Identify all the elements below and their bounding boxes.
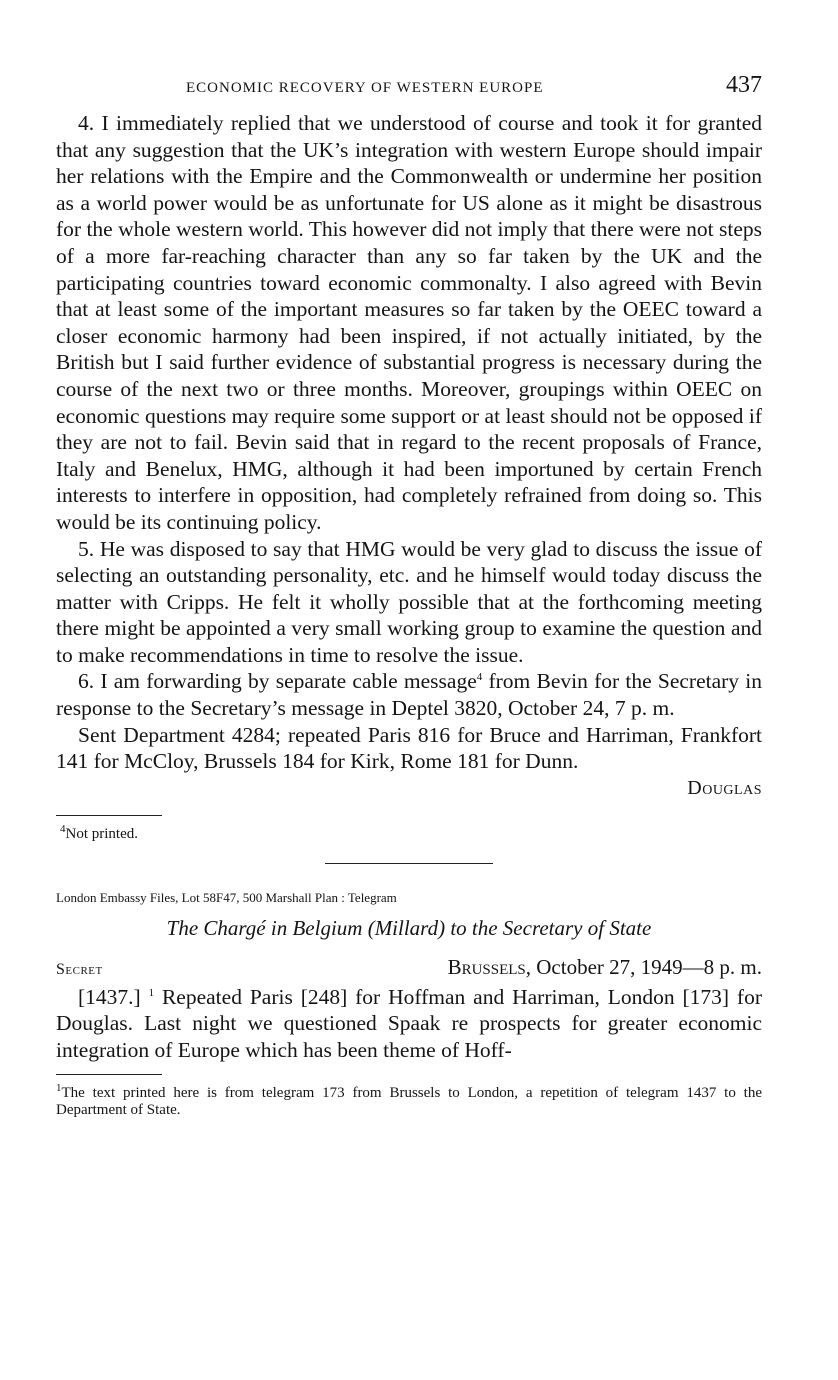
paragraph-4: 4. I immediately replied that we understood of course and took it for granted that any suggestion that the UK’s integration with western Europe should impair her relations with the Empire and the Commonwealth or undermine her position as a world power would be as unfortunate for US alone as it might be disastrous for the whole western world. This however did not imply that there were not steps of a more far-reaching character than any so far taken by the UK and the participating countries toward economic commonalty. I also agreed with Bevin that at least some of the important measures so far taken by the OEEC toward a closer economic harmony had been inspired, if not actually initiated, by the British but I said further evidence of substantial progress is necessary during the course of the next two or three months. Moreover, groupings within OEEC on economic questions may require some support or at least should not be opposed if they are not to fail. Bevin said that in regard to the recent proposals of France, Italy and Benelux, HMG, although it had been importuned by certain French interests to interfere in opposition, had completely refrained from doing so. This would be its continuing policy. — [56, 111, 762, 534]
footnote-text: The text printed here is from telegram 173 from Brussels to London, a repetition of telegram 1437 to the Department of State. — [56, 1084, 762, 1118]
document-title: The Chargé in Belgium (Millard) to the Secretary of State — [166, 915, 652, 940]
footnote-reference: 1 — [148, 986, 155, 999]
document-page — [56, 70, 762, 1119]
footnote-reference: 4 — [476, 671, 483, 684]
date-time: , October 27, 1949—8 p. m. — [525, 954, 762, 979]
footnote-marker: 4 — [60, 822, 66, 835]
signature: Douglas — [687, 776, 762, 799]
section-divider — [325, 863, 493, 864]
footnote-divider — [56, 815, 162, 816]
telegram-text: Repeated Paris [248] for Hoffman and Harriman, London [173] for Douglas. Last night we questioned Spaak re prospects for greater economic integration of Europe which has been theme of Hoff- — [56, 984, 762, 1063]
running-header — [56, 70, 762, 110]
telegram-number: [1437.] — [78, 984, 141, 1009]
footnote — [56, 822, 762, 843]
running-title: ECONOMIC RECOVERY OF WESTERN EUROPE — [186, 80, 544, 96]
footnote — [56, 1081, 762, 1119]
dateline — [56, 955, 762, 980]
source-citation: London Embassy Files, Lot 58F47, 500 Marshall Plan : Telegram — [56, 889, 397, 905]
page-number: 437 — [726, 72, 762, 98]
distribution-paragraph: Sent Department 4284; repeated Paris 816 for Bruce and Harriman, Frankfort 141 for McCloy, Brussels 184 for Kirk, Rome 181 for Dunn. — [56, 722, 762, 774]
telegram-body — [56, 110, 762, 775]
classification-label: Secret — [56, 960, 103, 978]
footnote-text: Not printed. — [65, 825, 138, 842]
paragraph-6-text: 6. I am forwarding by separate cable message — [78, 669, 477, 694]
place-date — [448, 955, 762, 980]
paragraph-6-continuation: from Bevin for the Secretary in response to the Secretary’s message in Deptel 3820, October 24, 7 p. m. — [56, 669, 762, 721]
telegram-paragraph — [56, 984, 762, 1064]
paragraph-6 — [56, 668, 762, 721]
footnote-divider — [56, 1074, 162, 1075]
second-telegram-body — [56, 984, 762, 1064]
paragraph-5: 5. He was disposed to say that HMG would be very glad to discuss the issue of selecting an outstanding personality, etc. and he himself would today discuss the matter with Cripps. He felt it wholly possible that at the forthcoming meeting there might be appointed a very small working group to examine the question and to make recommendations in time to resolve the issue. — [56, 536, 762, 667]
place-name: Brussels — [447, 954, 526, 979]
footnote-marker: 1 — [56, 1081, 62, 1094]
